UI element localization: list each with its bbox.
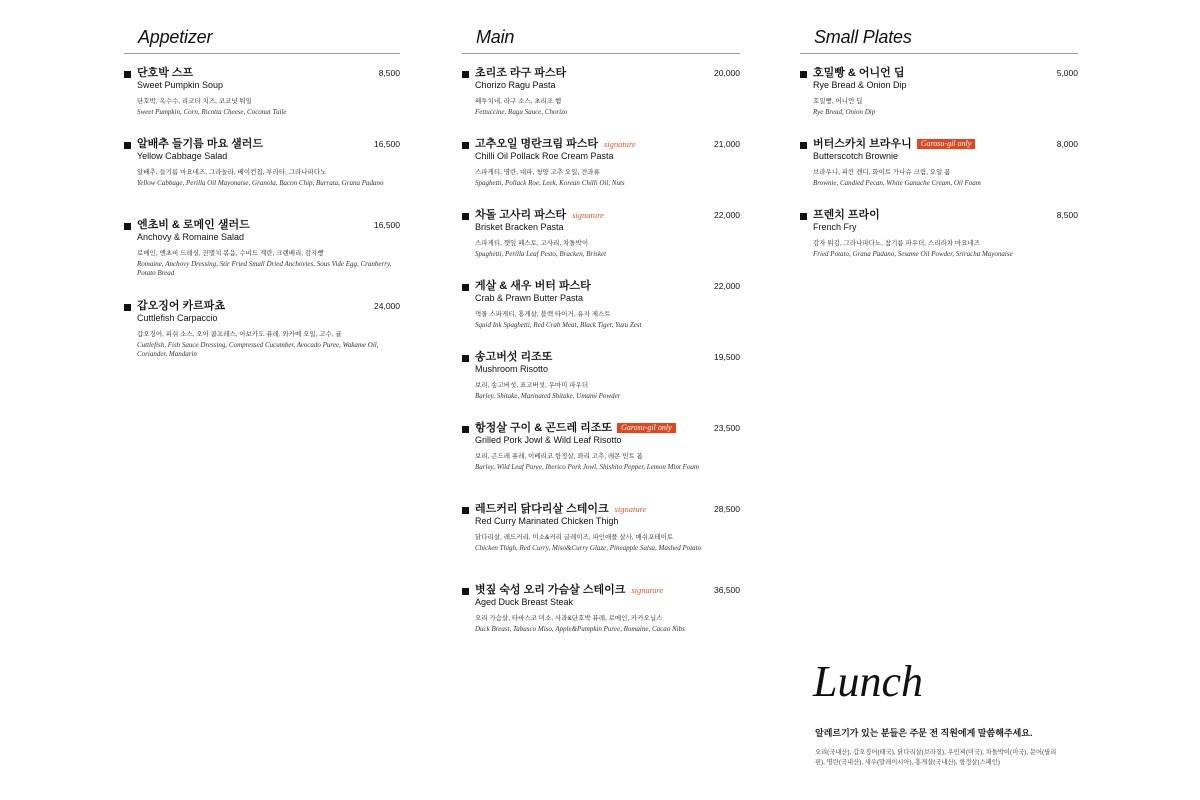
menu-item-name-en: Yellow Cabbage Salad	[137, 151, 228, 161]
menu-item-name-ko-text: 게살 & 새우 버터 파스타	[475, 280, 591, 292]
menu-item-price: 28,500	[714, 504, 740, 514]
menu-item-name-ko-text: 단호박 스프	[137, 67, 194, 79]
menu-item-ingredients-ko: 단호박, 옥수수, 리코타 치즈, 코코넛 튀일	[137, 98, 252, 105]
menu-item-price: 8,500	[378, 68, 400, 78]
menu-item-price: 24,000	[374, 301, 400, 311]
menu-item-name-en: Red Curry Marinated Chicken Thigh	[475, 516, 619, 526]
menu-item-name-ko	[475, 502, 646, 516]
menu-item-ingredients-en: Duck Breast, Tabasco Miso, Apple&Pumpkin Puree, Romaine, Cacao Nibs	[475, 625, 685, 633]
menu-item-ingredients-ko: 오리 가슴살, 타바스코 미소, 사과&단호박 퓨레, 로메인, 카카오닙스	[475, 615, 663, 622]
menu-item-ingredients-en: Fried Potato, Grana Padano, Sesame Oil Powder, Sriracha Mayonaise	[813, 250, 1013, 258]
menu-item-name-en: Rye Bread & Onion Dip	[813, 80, 907, 90]
menu-item-name-en: Mushroom Risotto	[475, 364, 549, 374]
square-bullet-icon	[124, 142, 131, 149]
menu-item	[462, 502, 740, 583]
signature-tag: signature	[572, 210, 604, 220]
menu-item-ingredients-ko: 보리, 곤드레 퓨레, 이베리코 항정살, 꽈리 고추, 레몬 민트 폼	[475, 453, 643, 460]
menu-item-price: 23,500	[714, 423, 740, 433]
menu-item-name-ko	[475, 279, 591, 293]
menu-item-name-ko-text: 고추오일 명란크림 파스타	[475, 138, 598, 150]
menu-item-name-ko	[813, 137, 975, 151]
menu-item-ingredients-en: Chicken Thigh, Red Curry, Miso&Curry Glaze, Pineapple Salsa, Mashed Potato	[475, 544, 702, 552]
menu-item-ingredients-en: Sweet Pumpkin, Corn, Ricotta Cheese, Coconut Tuile	[137, 108, 287, 116]
signature-tag: signature	[631, 585, 664, 595]
square-bullet-icon	[462, 284, 469, 291]
allergy-note: 알레르기가 있는 분들은 주문 전 직원에게 말씀해주세요.	[815, 728, 1033, 738]
square-bullet-icon	[462, 588, 469, 595]
menu-list	[800, 66, 1078, 289]
menu-item	[462, 350, 740, 421]
menu-item-name-en: Grilled Pork Jowl & Wild Leaf Risotto	[475, 435, 622, 445]
menu-item-ingredients-ko: 먹물 스파게티, 홍게살, 블랙 타이거, 유자 제스트	[475, 311, 611, 318]
menu-item-name-ko	[137, 66, 193, 80]
menu-item-ingredients-ko: 스파게티, 깻잎 페스토, 고사리, 차돌박이	[475, 240, 589, 247]
menu-item-price: 8,500	[1056, 210, 1078, 220]
menu-item-name-ko-text: 볏짚 숙성 오리 가슴살 스테이크	[475, 584, 626, 596]
menu-item-name-ko	[137, 218, 250, 232]
menu-item-name-ko	[475, 66, 566, 80]
menu-item-name-ko	[813, 66, 905, 80]
square-bullet-icon	[124, 223, 131, 230]
menu-item	[800, 137, 1078, 208]
menu-item	[462, 421, 740, 502]
menu-item-name-ko-text: 프렌치 프라이	[813, 209, 880, 221]
section-divider	[800, 53, 1078, 54]
menu-item-name-ko-text: 버터스카치 브라우니	[813, 138, 912, 150]
menu-item-ingredients-ko: 닭다리살, 레드커리, 미소&커리 글레이즈, 파인애플 살사, 매쉬포테이토	[475, 534, 674, 541]
menu-item-name-en: Chorizo Ragu Pasta	[475, 80, 556, 90]
menu-item-ingredients-ko: 페투치네, 라구 소스, 초리조 햄	[475, 98, 562, 105]
menu-item-ingredients-ko: 호밀빵, 어니언 딥	[813, 98, 863, 105]
menu-item-ingredients-en: Yellow Cabbage, Perilla Oil Mayonaise, Granola, Bacon Chip, Burrata, Grana Padano	[137, 179, 384, 187]
menu-item	[800, 208, 1078, 289]
menu-item-ingredients-ko: 갑오징어, 피쉬 소스, 오이 콤프레스, 아보카도 퓨레, 와카메 오일, 고수, 귤	[137, 331, 342, 338]
square-bullet-icon	[124, 71, 131, 78]
square-bullet-icon	[462, 355, 469, 362]
menu-item-name-en: Anchovy & Romaine Salad	[137, 232, 245, 242]
menu-item-price: 22,000	[714, 210, 740, 220]
menu-item-price: 5,000	[1056, 68, 1078, 78]
menu-item-name-ko	[813, 208, 880, 222]
menu-item	[800, 66, 1078, 137]
signature-tag: signature	[604, 139, 636, 149]
square-bullet-icon	[800, 213, 807, 220]
menu-item-ingredients-ko: 브라우니, 피칸 캔디, 화이트 가나슈 크림, 오일 폼	[813, 169, 951, 176]
menu-item	[462, 137, 740, 208]
menu-item-name-ko-text: 항정살 구이 & 곤드레 리조또	[475, 422, 613, 434]
square-bullet-icon	[462, 426, 469, 433]
menu-item-name-ko-text: 차돌 고사리 파스타	[475, 209, 567, 221]
menu-item	[462, 208, 740, 279]
small-plates-column	[800, 24, 1078, 289]
section-title: Small Plates	[814, 27, 912, 47]
menu-item-price: 22,000	[714, 281, 740, 291]
menu-item-ingredients-ko: 보리, 송고버섯, 표고버섯, 우마미 파우더	[475, 382, 589, 389]
menu-item-ingredients-en: Brownie, Candied Pecan, White Ganache Cream, Oil Foam	[813, 179, 981, 187]
menu-item-name-ko	[475, 583, 663, 597]
location-badge: Garosu-gil only	[917, 139, 976, 149]
menu-item-name-en: Brisket Bracken Pasta	[475, 222, 564, 232]
menu-item-price: 20,000	[714, 68, 740, 78]
menu-item-name-ko	[475, 137, 636, 151]
menu-item-price: 16,500	[374, 220, 400, 230]
menu-item	[124, 137, 400, 218]
square-bullet-icon	[800, 142, 807, 149]
menu-item	[462, 583, 740, 664]
menu-item-name-en: Butterscotch Brownie	[813, 151, 899, 161]
lunch-title: Lunch	[813, 657, 923, 706]
menu-item-price: 19,500	[714, 352, 740, 362]
appetizer-column	[124, 24, 400, 380]
menu-item-name-en: Aged Duck Breast Steak	[475, 597, 574, 607]
menu-item-name-ko	[475, 350, 552, 364]
menu-item-name-en: Chilli Oil Pollack Roe Cream Pasta	[475, 151, 614, 161]
menu-item-ingredients-en: Fettuccine, Ragu Sauce, Chorizo	[475, 108, 568, 116]
section-divider	[124, 53, 400, 54]
menu-item	[462, 279, 740, 350]
menu-item	[462, 66, 740, 137]
section-title: Main	[476, 27, 515, 47]
menu-item-ingredients-ko: 알배추, 들기름 마요네즈, 그라놀라, 베이컨칩, 부라타, 그라나파다노	[137, 169, 327, 176]
square-bullet-icon	[462, 142, 469, 149]
menu-item	[124, 66, 400, 137]
menu-item-name-ko	[475, 421, 676, 435]
menu-item-name-ko-text: 알배추 들기름 마요 샐러드	[137, 138, 264, 150]
menu-item-name-ko-text: 송고버섯 리조또	[475, 351, 553, 363]
menu-item	[124, 218, 400, 299]
menu-item-name-ko-text: 엔초비 & 로메인 샐러드	[137, 219, 250, 231]
square-bullet-icon	[462, 507, 469, 514]
menu-item-name-ko	[475, 208, 604, 222]
menu-item-name-ko-text: 갑오징어 카르파쵸	[137, 300, 226, 312]
menu-item-price: 8,000	[1056, 139, 1078, 149]
square-bullet-icon	[124, 304, 131, 311]
menu-item-name-ko-text: 호밀빵 & 어니언 딥	[813, 67, 905, 79]
square-bullet-icon	[462, 71, 469, 78]
menu-item-ingredients-en: Squid Ink Spaghetti, Red Crab Meat, Black Tiger, Yuzu Zest	[475, 321, 642, 329]
menu-item-name-ko-text: 레드커리 닭다리살 스테이크	[475, 503, 609, 515]
menu-item-name-ko	[137, 299, 225, 313]
menu-item-ingredients-en: Spaghetti, Pollack Roe, Leek, Korean Chilli Oil, Nuts	[475, 179, 625, 187]
menu-item-ingredients-ko: 스파게티, 명란, 대파, 청양 고추 오일, 견과류	[475, 169, 600, 176]
menu-item-name-en: Crab & Prawn Butter Pasta	[475, 293, 584, 303]
square-bullet-icon	[462, 213, 469, 220]
signature-tag: signature	[614, 504, 647, 514]
square-bullet-icon	[800, 71, 807, 78]
menu-item-name-ko	[137, 137, 263, 151]
menu-item-ingredients-ko: 감자 튀김, 그라나파다노, 참기름 파우더, 스리라차 마요네즈	[813, 240, 980, 247]
menu-item	[124, 299, 400, 380]
menu-item-ingredients-ko: 로메인, 엔초비 드레싱, 잔멸치 볶음, 수비드 계란, 크랜베리, 감자빵	[137, 250, 324, 257]
menu-item-ingredients-en: Barley, Shitake, Marinated Shitake, Umami Powder	[475, 392, 621, 400]
location-badge: Garosu-gil only	[617, 423, 676, 433]
menu-item-ingredients-en: Romaine, Anchovy Dressing, Stir Fried Small Dried Anchovies, Sous Vide Egg, Cranberry, Potato Bread	[137, 260, 392, 277]
menu-item-name-ko-text: 초리조 라구 파스타	[475, 67, 567, 79]
menu-item-price: 16,500	[374, 139, 400, 149]
main-column	[462, 24, 740, 664]
menu-item-name-en: Sweet Pumpkin Soup	[137, 80, 224, 90]
menu-item-price: 36,500	[714, 585, 740, 595]
menu-item-ingredients-en: Spaghetti, Perilla Leaf Pesto, Bracken, Brisket	[475, 250, 607, 258]
menu-item-name-en: French Fry	[813, 222, 857, 232]
menu-list	[462, 66, 740, 664]
menu-item-price: 21,000	[714, 139, 740, 149]
origin-info: 오리(국내산), 갑오징어(태국), 닭다리살(브라질), 우민찌(미국), 차돌박이(미국), 문어(필리핀), 명란(국내산), 새우(말레이시아), 홍게살(국내산), 항정살(스페인)	[815, 749, 1057, 766]
menu-item-ingredients-en: Barley, Wild Leaf Puree, Iberico Pork Jowl, Shishito Pepper, Lemon Mint Foam	[475, 463, 699, 471]
menu-item-name-en: Cuttlefish Carpaccio	[137, 313, 218, 323]
section-title: Appetizer	[138, 27, 213, 47]
section-divider	[462, 53, 740, 54]
menu-item-ingredients-en: Cuttlefish, Fish Sauce Dressing, Compressed Cucumber, Avocado Puree, Wakame Oil, Coriander, Mandarin	[137, 341, 379, 358]
menu-list	[124, 66, 400, 380]
menu-item-ingredients-en: Rye Bread, Onion Dip	[813, 108, 876, 116]
